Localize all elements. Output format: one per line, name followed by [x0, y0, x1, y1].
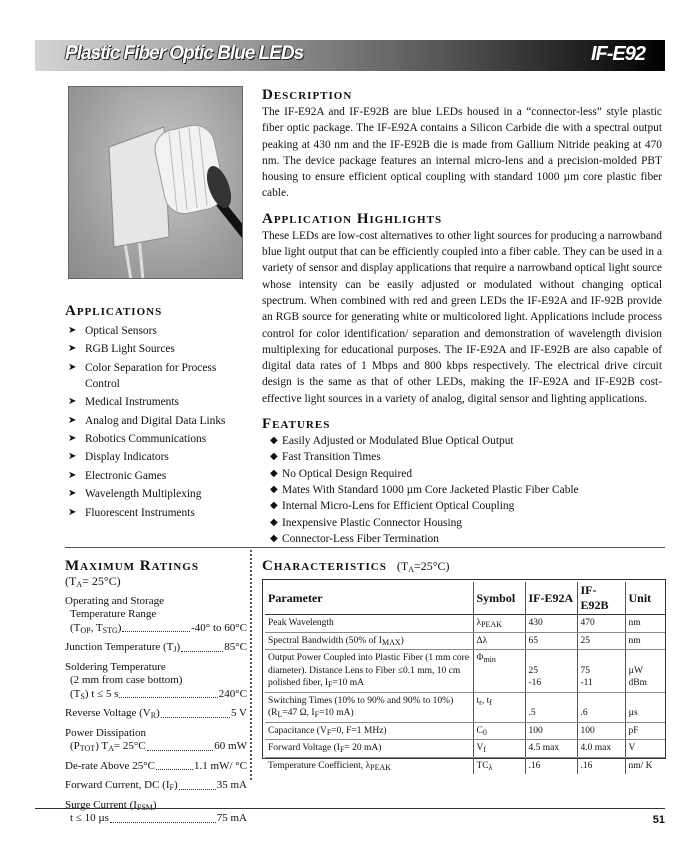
if-e92b-cell: 25 — [577, 632, 625, 650]
table-row — [265, 650, 665, 693]
rating-label: Soldering Temperature — [65, 660, 166, 673]
application-text: Electronic Games — [85, 469, 167, 482]
table-row — [265, 615, 665, 633]
text-segment: Spectral Bandwidth (50% of I — [268, 635, 382, 646]
rating-surge-current — [65, 799, 247, 826]
footer-rule — [35, 808, 665, 809]
feature-text: Fast Transition Times — [282, 451, 381, 464]
table-row — [265, 722, 665, 740]
text-segment: Output Power Coupled into Plastic Fiber (1 mm core diameter). Distance Lens to Fiber ≤0.1 mm, 10 cm polished fiber, I — [268, 653, 470, 688]
diamond-bullet-icon: ◆ — [270, 435, 278, 447]
column-divider — [250, 550, 252, 780]
rating-label — [70, 688, 118, 702]
column-header: Parameter — [265, 582, 473, 615]
characteristics-title — [262, 557, 450, 575]
unit-cell: V — [625, 740, 665, 758]
arrow-bullet-icon: ➤ — [68, 414, 77, 426]
text-segment: PEAK — [481, 620, 502, 629]
text-segment: F — [328, 680, 333, 689]
rating-value: 35 mA — [216, 779, 247, 791]
text-segment: =10 mA) — [319, 708, 354, 718]
text-segment: Forward Current, DC (I — [65, 779, 170, 791]
feature-item — [262, 433, 662, 449]
title-banner — [35, 40, 665, 71]
rating-line — [65, 740, 247, 754]
rating-soldering-temperature — [65, 661, 247, 702]
text-segment: Junction Temperature (T — [65, 641, 174, 653]
rating-label — [65, 707, 160, 721]
text-segment: F — [314, 710, 320, 719]
parameter-cell — [265, 692, 473, 722]
unit-cell: µs — [625, 692, 665, 722]
rating-label: Operating and Storage — [65, 594, 164, 607]
description-text: The IF-E92A and IF-E92B are blue LEDs housed in a “connector-less” style plastic fiber optic package. The IF-E92A contains a Silicon Carbide die with a spectral output peaking at 430 nm and the IF-E92B die is made from Gallium Nitride peaking at 470 nm. The device package features an internal micro-lens and a precision-molded PBT housing to ensure efficient optical coupling with standard 1000 µm core plastic fiber cable. — [262, 106, 662, 200]
text-segment: r — [479, 697, 482, 707]
rating-value: 1.1 mW/ °C — [194, 759, 247, 772]
text-segment: OP — [80, 625, 91, 635]
rating-line — [65, 812, 247, 826]
rating-label — [65, 779, 178, 793]
text-segment: t — [476, 695, 480, 706]
text-segment: ) — [173, 779, 178, 791]
if-e92a-cell: 100 — [525, 722, 577, 740]
symbol-cell — [473, 615, 525, 633]
text-segment: =25°C) — [413, 559, 450, 573]
text-segment: S — [80, 691, 85, 701]
application-text: Wavelength Multiplexing — [85, 488, 202, 501]
application-item — [65, 360, 250, 392]
text-segment: STG — [102, 625, 118, 635]
text-segment: Surge Current (I — [65, 798, 137, 811]
arrow-bullet-icon: ➤ — [68, 361, 77, 373]
if-e92a-cell: 65 — [525, 632, 577, 650]
feature-item — [262, 531, 662, 547]
description-heading: Description — [262, 87, 353, 103]
feature-text: Internal Micro-Lens for Efficient Optical Coupling — [282, 500, 515, 513]
rating-label — [70, 622, 121, 636]
text-segment: TC — [476, 760, 489, 771]
unit-cell: pF — [625, 722, 665, 740]
application-text: Robotics Communications — [85, 432, 207, 445]
text-segment: = 25°C) — [82, 574, 121, 588]
application-item — [65, 449, 250, 465]
parameter-cell — [265, 740, 473, 758]
parameter-cell — [265, 632, 473, 650]
symbol-cell — [473, 722, 525, 740]
arrow-bullet-icon: ➤ — [68, 469, 77, 481]
text-segment: =47 Ω, I — [282, 708, 315, 718]
text-segment: F — [339, 745, 345, 754]
rating-label — [65, 641, 180, 655]
feature-item — [262, 498, 662, 514]
feature-item — [262, 466, 662, 482]
page-title: Plastic Fiber Optic Blue LEDs — [65, 43, 304, 64]
applications-heading: Applications — [65, 303, 163, 319]
text-segment: A — [408, 565, 414, 574]
text-segment: Φ — [476, 653, 484, 663]
leader-dots — [179, 779, 216, 790]
text-segment: V — [476, 743, 484, 753]
application-text: Color Separation for Process Control — [85, 361, 217, 390]
application-text: Analog and Digital Data Links — [85, 414, 226, 427]
feature-item — [262, 482, 662, 498]
text-segment: t ≤ 10 µs — [70, 812, 109, 824]
if-e92a-cell: 4.5 max — [525, 740, 577, 758]
parameter-cell — [265, 757, 473, 774]
symbol-cell — [473, 692, 525, 722]
diamond-bullet-icon: ◆ — [270, 451, 278, 463]
if-e92a-cell: 25 -16 — [525, 650, 577, 693]
if-e92a-cell: 430 — [525, 615, 577, 633]
text-segment: ) — [152, 798, 157, 811]
text-segment: (T — [70, 621, 81, 634]
characteristics-heading: Characteristics — [262, 558, 387, 574]
diamond-bullet-icon: ◆ — [270, 532, 278, 544]
text-segment: F — [326, 727, 332, 737]
max-ratings-condition — [65, 575, 247, 589]
diamond-bullet-icon: ◆ — [270, 500, 278, 512]
text-segment: = 20 mA) — [344, 743, 382, 753]
product-photo — [68, 86, 243, 279]
if-e92b-cell: .16 — [577, 757, 625, 774]
text-segment: =0, F=1 MHz) — [331, 725, 387, 736]
rating-label — [70, 740, 146, 754]
arrow-bullet-icon: ➤ — [68, 506, 77, 518]
if-e92b-cell: 4.0 max — [577, 740, 625, 758]
arrow-bullet-icon: ➤ — [68, 451, 77, 463]
column-header: IF-E92B — [577, 582, 625, 615]
rating-label: Temperature Range — [70, 608, 157, 620]
rating-label — [65, 799, 247, 813]
diamond-bullet-icon: ◆ — [270, 516, 278, 528]
if-e92a-cell: .5 — [525, 692, 577, 722]
rating-derate — [65, 760, 247, 774]
text-segment: λ — [488, 762, 493, 772]
leader-dots — [156, 760, 193, 771]
led-connector-illustration — [69, 87, 243, 279]
rating-line — [65, 622, 247, 636]
application-text: RGB Light Sources — [85, 343, 175, 356]
rating-value: 60 mW — [214, 740, 247, 752]
rating-label: Power Dissipation — [65, 726, 146, 739]
rating-value: 240°C — [218, 687, 247, 700]
text-segment: Switching Times (10% to 90% and 90% to 10%) (R — [268, 695, 454, 718]
text-segment: A — [108, 744, 114, 753]
text-segment: f — [489, 697, 492, 707]
unit-cell: nm — [625, 632, 665, 650]
text-segment: R — [150, 711, 157, 720]
text-segment: ) — [176, 641, 181, 653]
description-section — [262, 86, 662, 547]
text-segment: TOT — [79, 744, 96, 753]
table-row — [265, 692, 665, 722]
leader-dots — [147, 740, 214, 751]
if-e92b-cell: 100 — [577, 722, 625, 740]
feature-text: Mates With Standard 1000 µm Core Jacketed Plastic Fiber Cable — [282, 483, 579, 496]
leader-dots — [119, 688, 217, 699]
rating-label — [65, 760, 155, 774]
diamond-bullet-icon: ◆ — [270, 467, 278, 479]
text-segment: J — [173, 645, 177, 654]
unit-cell: µW dBm — [625, 650, 665, 693]
feature-text: Easily Adjusted or Modulated Blue Optical Output — [282, 435, 514, 448]
text-segment: PEAK — [370, 762, 392, 772]
application-text: Medical Instruments — [85, 396, 179, 409]
rating-power-dissipation — [65, 727, 247, 754]
text-segment: F — [169, 783, 174, 792]
text-segment: A — [76, 580, 83, 589]
application-item — [65, 323, 250, 339]
text-segment: (T — [65, 574, 77, 588]
symbol-cell — [473, 740, 525, 758]
highlights-heading: Application Highlights — [262, 210, 443, 227]
application-text: Fluorescent Instruments — [85, 506, 195, 519]
table-row — [265, 740, 665, 758]
table-row — [265, 757, 665, 774]
rating-temperature-range — [65, 595, 247, 636]
application-item — [65, 413, 250, 429]
section-divider — [65, 547, 665, 548]
part-number: IF-E92 — [590, 43, 645, 65]
symbol-cell — [473, 632, 525, 650]
text-segment: (T — [396, 559, 409, 573]
leader-dots — [161, 707, 230, 718]
rating-label: (2 mm from case bottom) — [70, 674, 183, 686]
text-segment: 0 — [482, 727, 487, 737]
text-segment: f — [483, 745, 487, 754]
column-header: IF-E92A — [525, 582, 577, 615]
column-header: Symbol — [473, 582, 525, 615]
feature-text: No Optical Design Required — [282, 467, 413, 480]
text-segment: =10 mA — [332, 678, 364, 688]
diamond-bullet-icon: ◆ — [270, 483, 278, 495]
parameter-cell — [265, 615, 473, 633]
if-e92b-cell: .6 — [577, 692, 625, 722]
table-header-row — [265, 582, 665, 615]
leader-dots — [110, 812, 216, 823]
text-segment: ) — [400, 635, 404, 646]
text-segment: MAX — [381, 637, 401, 647]
rating-forward-current — [65, 779, 247, 793]
application-text: Display Indicators — [85, 451, 169, 464]
text-segment: Temperature Coefficient, λ — [268, 760, 371, 771]
text-segment: (T — [70, 687, 81, 700]
text-segment: (P — [70, 740, 80, 752]
text-segment: = 25°C — [113, 740, 146, 752]
highlights-text: These LEDs are low-cost alternatives to other light sources for producing a narrowband blue light output that can be efficiently coupled into a fiber cable. They can be used in a variety of sensor and display applications that require a narrowband optical light source whose intensity can be easily adjusted or modulated without changing optical spectrum. When combined with red and green LEDs the IF-E92A and IF-92B provide an RGB source for generating white or multicolored light. Applications include process control for color identification/ separation and demonstration of wavelength division multiplexing for educational purposes. The IF-E92A and IF-E92B are also capable of digital data rates of 1 Mbps and 800 kbps respectively. The electrical drive circuit design is the same as that of other LEDs, making the IF-E92A and IF-E92B cost-effective light sources in a variety of analog, digital sensor and lighting applications. — [262, 229, 663, 405]
text-segment: Forward Voltage (I — [268, 743, 340, 753]
application-item — [65, 431, 250, 447]
feature-item — [262, 515, 662, 531]
unit-cell: nm/ K — [625, 757, 665, 774]
unit-cell: nm — [625, 615, 665, 633]
parameter-cell — [265, 650, 473, 693]
arrow-bullet-icon: ➤ — [68, 343, 77, 355]
leader-dots — [122, 622, 190, 633]
text-segment: , t — [481, 695, 490, 706]
rating-line — [65, 688, 247, 702]
text-segment: ) t ≤ 5 s — [84, 687, 119, 700]
application-item — [65, 468, 250, 484]
maximum-ratings-section — [65, 557, 247, 826]
if-e92b-cell: 470 — [577, 615, 625, 633]
text-segment: λ — [476, 618, 482, 628]
application-item — [65, 505, 250, 521]
parameter-cell — [265, 722, 473, 740]
arrow-bullet-icon: ➤ — [68, 396, 77, 408]
text-segment: Δλ — [476, 635, 488, 646]
feature-item — [262, 449, 662, 465]
characteristics-condition — [397, 559, 450, 573]
rating-label — [70, 812, 109, 826]
feature-text: Connector-Less Fiber Termination — [282, 532, 439, 545]
if-e92b-cell: 75 -11 — [577, 650, 625, 693]
symbol-cell — [473, 650, 525, 693]
text-segment: C — [476, 725, 483, 736]
arrow-bullet-icon: ➤ — [68, 432, 77, 444]
column-header: Unit — [625, 582, 665, 615]
application-item — [65, 341, 250, 357]
table-row — [265, 632, 665, 650]
rating-junction-temperature — [65, 641, 247, 655]
leader-dots — [181, 641, 223, 652]
rating-reverse-voltage — [65, 707, 247, 721]
text-segment: L — [277, 710, 283, 719]
arrow-bullet-icon: ➤ — [68, 325, 77, 336]
features-heading: Features — [262, 416, 331, 433]
symbol-cell — [473, 757, 525, 774]
text-segment: De-rate Above 25°C — [65, 759, 155, 772]
feature-text: Inexpensive Plastic Connector Housing — [282, 516, 463, 529]
arrow-bullet-icon: ➤ — [68, 488, 77, 500]
text-segment: min — [483, 655, 496, 664]
page-number: 51 — [652, 814, 665, 826]
text-segment: ) T — [95, 740, 109, 752]
rating-value: 75 mA — [216, 812, 247, 824]
text-segment: ) — [156, 707, 160, 719]
text-segment: ) — [117, 621, 122, 634]
if-e92a-cell: .16 — [525, 757, 577, 774]
characteristics-table — [265, 582, 665, 774]
rating-value: 85°C — [224, 641, 247, 653]
rating-value: -40° to 60°C — [191, 621, 247, 634]
text-segment: FSM — [136, 802, 153, 812]
application-text: Optical Sensors — [85, 325, 157, 337]
features-list — [262, 433, 662, 547]
text-segment: , T — [90, 621, 103, 634]
applications-section — [65, 302, 250, 523]
max-ratings-heading: Maximum Ratings — [65, 558, 199, 574]
application-item — [65, 486, 250, 502]
rating-value: 5 V — [231, 707, 247, 719]
text-segment: Peak Wavelength — [268, 618, 334, 628]
application-item — [65, 394, 250, 410]
applications-list — [65, 323, 250, 521]
text-segment: Reverse Voltage (V — [65, 707, 151, 719]
text-segment: Capacitance (V — [268, 725, 327, 736]
